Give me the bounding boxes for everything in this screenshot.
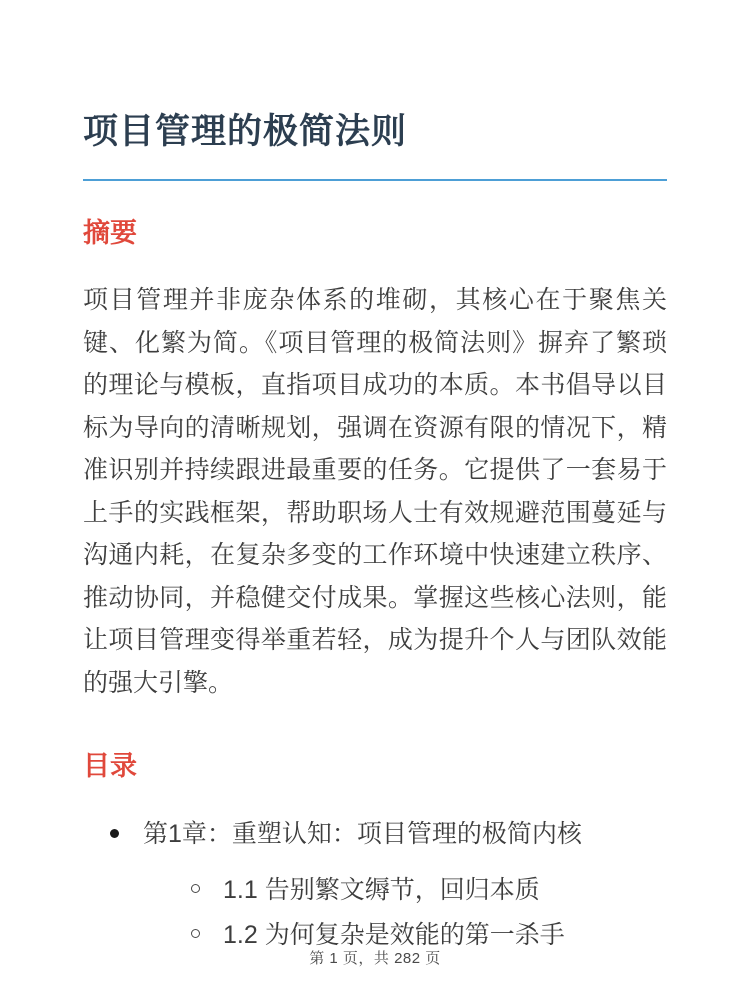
bullet-circle-icon <box>191 884 200 893</box>
bullet-circle-icon <box>191 929 200 938</box>
toc-chapter-item <box>128 816 667 954</box>
abstract-heading: 摘要 <box>83 218 137 249</box>
bullet-disc-icon <box>110 829 119 838</box>
title-divider <box>83 179 667 181</box>
document-title: 项目管理的极简法则 <box>83 112 408 151</box>
toc-heading: 目录 <box>83 751 137 781</box>
toc-list <box>83 816 667 954</box>
toc-subitem-label: 1.2 为何复杂是效能的第一杀手 <box>223 921 565 950</box>
toc-chapter-label: 第1章：重塑认知：项目管理的极简内核 <box>143 819 582 848</box>
page-indicator: 第 1 页，共 282 页 <box>309 950 441 967</box>
toc-sublist <box>143 872 667 954</box>
toc-subitem <box>205 872 667 908</box>
toc-subitem-label: 1.1 告别繁文缛节，回归本质 <box>223 876 540 904</box>
abstract-paragraph: 项目管理并非庞杂体系的堆砌，其核心在于聚焦关键、化繁为简。《项目管理的极简法则》摒弃了繁琐的理论与模板，直指项目成功的本质。本书倡导以目标为导向的清晰规划，强调在资源有限的情况下，精准识别并持续跟进最重要的任务。它提供了一套易于上手的实践框架，帮助职场人士有效规避范围蔓延与沟通内耗，在复杂多变的工作环境中快速建立秩序、推动协同，并稳健交付成果。掌握这些核心法则，能让项目管理变得举重若轻，成为提升个人与团队效能的强大引擎。 <box>83 286 667 697</box>
